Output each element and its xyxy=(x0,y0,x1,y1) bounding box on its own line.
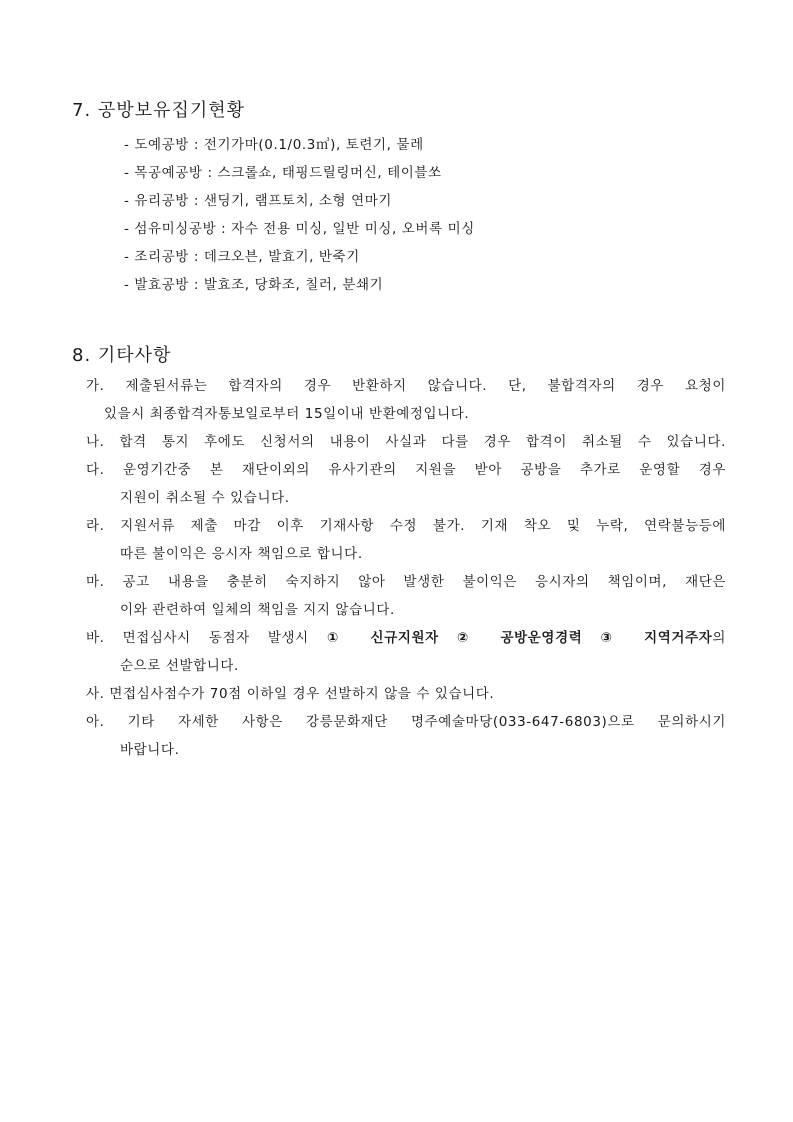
note-na xyxy=(86,428,726,456)
note-a-line-2: 바랍니다. xyxy=(120,742,180,758)
note-ra xyxy=(86,512,726,568)
note-da-line-2: 지원이 취소될 수 있습니다. xyxy=(120,490,290,506)
note-ba-prefix: 바. 면접심사시 동점자 발생시 xyxy=(86,630,309,646)
equipment-item-fermentation: - 발효공방 : 발효조, 당화조, 칠러, 분쇄기 xyxy=(124,277,384,293)
priority-workshop-experience: ② 공방운영경력 xyxy=(456,630,583,646)
note-ba-line-2: 순으로 선발합니다. xyxy=(120,658,239,674)
note-a xyxy=(86,708,726,764)
note-sa xyxy=(86,680,726,708)
note-a-line-1: 아. 기타 자세한 사항은 강릉문화재단 명주예술마당(033-647-6803)으로 문의하시기 xyxy=(86,714,726,730)
priority-local-resident: ③ 지역거주자 xyxy=(600,630,713,646)
note-ga-line-1: 가. 제출된서류는 합격자의 경우 반환하지 않습니다. 단, 불합격자의 경우 요청이 xyxy=(86,378,726,394)
equipment-item-woodcraft: - 목공예공방 : 스크롤쇼, 태핑드릴링머신, 테이블쏘 xyxy=(124,165,442,181)
note-ga xyxy=(86,372,726,428)
equipment-item-ceramics: - 도예공방 : 전기가마(0.1/0.3㎥), 토련기, 물레 xyxy=(124,137,424,153)
note-ba-suffix: 의 xyxy=(712,630,726,646)
note-sa-line-1: 사. 면접심사점수가 70점 이하일 경우 선발하지 않을 수 있습니다. xyxy=(86,686,495,702)
section-7-title: 7. 공방보유집기현황 xyxy=(72,100,245,121)
equipment-item-cooking: - 조리공방 : 데크오븐, 발효기, 반죽기 xyxy=(124,249,360,265)
note-na-line-1: 나. 합격 통지 후에도 신청서의 내용이 사실과 다를 경우 합격이 취소될 수 있습니다. xyxy=(86,434,726,450)
equipment-list xyxy=(124,131,475,299)
note-ra-line-2: 따른 불이익은 응시자 책임으로 합니다. xyxy=(120,546,363,562)
equipment-item-glass: - 유리공방 : 샌딩기, 램프토치, 소형 연마기 xyxy=(124,193,393,209)
notes-list xyxy=(86,372,726,764)
note-ga-line-2: 있을시 최종합격자통보일로부터 15일이내 반환예정입니다. xyxy=(104,406,470,422)
note-ba-line-1 xyxy=(86,624,726,652)
note-ra-line-1: 라. 지원서류 제출 마감 이후 기재사항 수정 불가. 기재 착오 및 누락, 연락불능등에 xyxy=(86,518,726,534)
note-da xyxy=(86,456,726,512)
note-ma-line-1: 마. 공고 내용을 충분히 숙지하지 않아 발생한 불이익은 응시자의 책임이며, 재단은 xyxy=(86,574,726,590)
section-8-title: 8. 기타사항 xyxy=(72,345,172,366)
note-ba xyxy=(86,624,726,680)
equipment-item-textile: - 섬유미싱공방 : 자수 전용 미싱, 일반 미싱, 오버록 미싱 xyxy=(124,221,475,237)
note-ma-line-2: 이와 관련하여 일체의 책임을 지지 않습니다. xyxy=(120,602,395,618)
note-da-line-1: 다. 운영기간중 본 재단이외의 유사기관의 지원을 받아 공방을 추가로 운영할 경우 xyxy=(86,462,726,478)
priority-new-applicant: ① 신규지원자 xyxy=(326,630,439,646)
note-ma xyxy=(86,568,726,624)
